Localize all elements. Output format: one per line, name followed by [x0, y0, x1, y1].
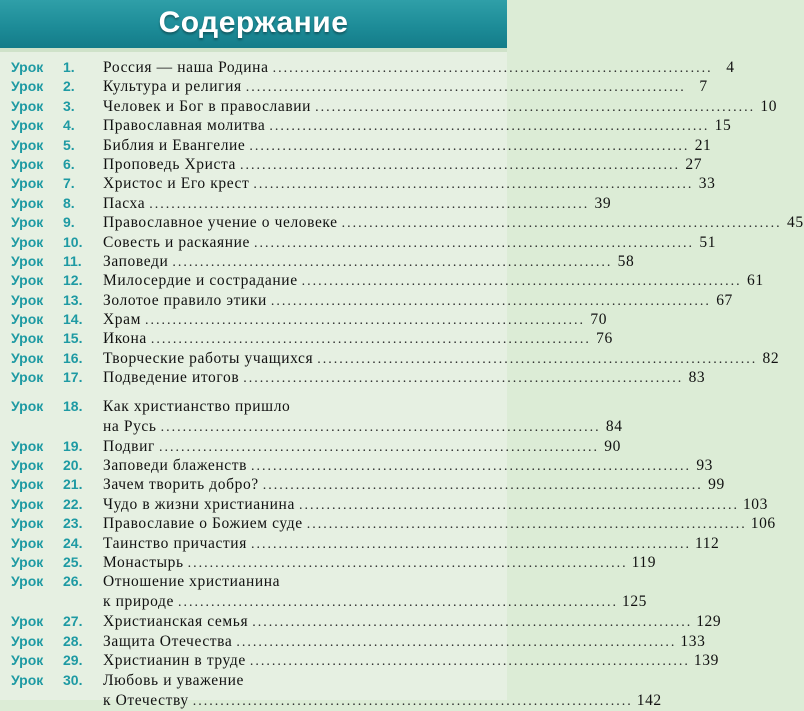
entry-title-line	[103, 252, 635, 271]
lesson-num: 24.	[63, 534, 83, 551]
page-number: 103	[742, 495, 768, 513]
entry-title-line	[103, 155, 703, 174]
entry-title-line	[103, 437, 621, 456]
entry-title: Чудо в жизни христианина	[103, 495, 295, 513]
dot-leader: ................................................................................	[251, 459, 692, 475]
page-number: 112	[694, 534, 720, 552]
entry-title: Христианин в труде	[103, 652, 246, 670]
lesson-num: 7.	[63, 175, 75, 192]
entry-title-line	[103, 77, 708, 96]
page-number: 61	[746, 272, 764, 290]
lesson-number	[11, 252, 82, 271]
entry-title-line	[103, 495, 768, 514]
entry-title-line	[103, 213, 804, 232]
lesson-label: Урок	[11, 330, 44, 347]
page-number: 4	[726, 59, 735, 76]
entry-title-line	[103, 612, 722, 631]
lesson-number	[11, 194, 75, 213]
entry-title-line	[103, 116, 732, 135]
lesson-number	[11, 116, 75, 135]
entry-title: Милосердие и сострадание	[103, 272, 298, 290]
entry-title: Храм	[103, 311, 142, 329]
page-number: 129	[696, 613, 722, 631]
toc-entry[interactable]	[0, 437, 621, 456]
entry-title: Совесть и раскаяние	[103, 233, 251, 251]
page-title: Содержание	[158, 6, 349, 39]
dot-leader: ................................................................................	[172, 254, 613, 270]
lesson-num: 13.	[63, 291, 83, 308]
entry-title: Православие о Божием суде	[103, 515, 303, 533]
toc-entry[interactable]	[0, 553, 657, 572]
lesson-num: 25.	[63, 553, 83, 570]
lesson-number	[11, 612, 82, 631]
dot-leader: ................................................................................	[306, 517, 747, 533]
lesson-number	[11, 349, 82, 368]
dot-leader: ................................................................................	[341, 216, 782, 232]
lesson-num: 28.	[63, 632, 83, 649]
lesson-number	[11, 397, 82, 416]
lesson-number	[11, 437, 82, 456]
lesson-label: Урок	[11, 632, 44, 649]
page-number: 7	[699, 78, 708, 96]
toc-entry[interactable]	[0, 233, 717, 252]
toc-entry[interactable]	[0, 632, 706, 651]
lesson-label: Урок	[11, 97, 44, 114]
dot-leader: ................................................................................	[158, 439, 599, 455]
header-divider	[0, 48, 507, 52]
lesson-num: 20.	[63, 457, 83, 474]
page-number: 125	[621, 593, 648, 611]
lesson-label: Урок	[11, 349, 44, 366]
lesson-label: Урок	[11, 155, 44, 172]
entry-title: Заповеди	[103, 252, 169, 270]
page-number: 67	[716, 291, 733, 309]
entry-title-line	[103, 349, 780, 368]
entry-title-line	[103, 456, 714, 475]
page-number: 82	[762, 349, 780, 367]
lesson-num: 16.	[63, 349, 83, 366]
lesson-label: Урок	[11, 136, 44, 153]
entry-title-line	[103, 233, 717, 252]
toc-entry[interactable]	[0, 456, 714, 475]
dot-leader: ................................................................................	[272, 61, 713, 76]
lesson-number	[11, 572, 82, 591]
lesson-number	[11, 213, 75, 232]
page-number: 33	[698, 175, 716, 193]
lesson-label: Урок	[11, 59, 44, 75]
lesson-label: Урок	[11, 272, 44, 289]
dot-leader: ................................................................................	[240, 157, 681, 173]
lesson-number	[11, 155, 75, 174]
lesson-label: Урок	[11, 291, 44, 308]
toc-entry[interactable]	[0, 397, 623, 437]
toc-entry[interactable]	[0, 651, 719, 670]
lesson-label: Урок	[11, 369, 44, 386]
entry-title: Человек и Бог в православии	[103, 97, 312, 115]
dot-leader: ................................................................................	[192, 693, 633, 709]
lesson-num: 5.	[63, 136, 75, 153]
lesson-number	[11, 495, 82, 514]
entry-title-line	[103, 417, 623, 436]
lesson-label: Урок	[11, 652, 44, 669]
lesson-num: 12.	[63, 272, 83, 289]
lesson-label: Урок	[11, 573, 44, 590]
entry-title-line	[103, 475, 725, 494]
dot-leader: ................................................................................	[187, 555, 628, 571]
entry-title-line	[103, 671, 485, 690]
dot-leader: ................................................................................	[270, 293, 711, 309]
lesson-number	[11, 632, 82, 651]
page-number: 93	[696, 457, 714, 475]
entry-title-line	[103, 174, 716, 193]
page-number: 27	[685, 155, 703, 173]
entry-title: Отношение христианина	[103, 573, 281, 591]
dot-leader: ................................................................................	[149, 196, 590, 212]
lesson-num: 9.	[63, 214, 75, 231]
entry-title-line	[103, 97, 778, 116]
page-number: 119	[631, 553, 657, 571]
toc-entry[interactable]	[0, 252, 635, 271]
dot-leader: ................................................................................	[262, 478, 703, 494]
page-number: 51	[699, 233, 717, 251]
lesson-number	[11, 534, 82, 553]
entry-title: Пасха	[103, 194, 146, 212]
entry-title: Библия и Евангелие	[103, 136, 246, 154]
dot-leader: ................................................................................	[301, 274, 742, 290]
dot-leader: ................................................................................	[254, 235, 695, 251]
entry-title-line	[103, 136, 712, 155]
toc-entry[interactable]	[0, 213, 804, 232]
lesson-num: 17.	[63, 369, 83, 386]
entry-title-line	[103, 291, 733, 310]
lesson-num: 22.	[63, 495, 83, 512]
entry-title: Проповедь Христа	[103, 155, 237, 173]
lesson-label: Урок	[11, 534, 44, 551]
entry-title: Православное учение о человеке	[103, 214, 338, 232]
lesson-num: 19.	[63, 437, 83, 454]
lesson-num: 8.	[63, 194, 75, 211]
entry-title: Христос и Его крест	[103, 175, 250, 193]
page-number: 133	[680, 632, 706, 650]
lesson-number	[11, 136, 75, 155]
lesson-number	[11, 514, 82, 533]
entry-title: на Русь	[103, 417, 157, 435]
entry-title: Православная молитва	[103, 117, 266, 135]
entry-title-line	[103, 632, 706, 651]
entry-title: к природе	[103, 593, 174, 611]
lesson-num: 30.	[63, 671, 83, 688]
lesson-num: 26.	[63, 573, 83, 590]
dot-leader: ................................................................................	[177, 595, 618, 611]
lesson-label: Урок	[11, 175, 44, 192]
lesson-label: Урок	[11, 495, 44, 512]
lesson-number	[11, 174, 75, 193]
dot-leader: ................................................................................	[150, 332, 591, 348]
lesson-number	[11, 671, 82, 690]
header-banner	[0, 0, 507, 50]
toc-entry[interactable]	[0, 495, 768, 514]
page-number: 15	[714, 117, 732, 135]
lesson-label: Урок	[11, 78, 44, 95]
page-number: 10	[760, 97, 778, 115]
entry-title: Творческие работы учащихся	[103, 349, 314, 367]
entry-title-line	[103, 271, 764, 290]
toc-entry[interactable]	[0, 77, 708, 96]
entry-title: Монастырь	[103, 553, 184, 571]
toc-entry[interactable]	[0, 572, 648, 612]
dot-leader: ................................................................................	[243, 371, 684, 387]
entry-title-line	[103, 534, 720, 553]
lesson-number	[11, 291, 82, 310]
lesson-num: 27.	[63, 613, 83, 630]
toc-entry[interactable]	[0, 58, 735, 77]
lesson-label: Урок	[11, 671, 44, 688]
lesson-num: 23.	[63, 515, 83, 532]
lesson-number	[11, 475, 82, 494]
toc-entry[interactable]	[0, 368, 706, 387]
entry-title: Подвиг	[103, 437, 155, 455]
toc-entry[interactable]	[0, 671, 662, 711]
lesson-number	[11, 329, 82, 348]
toc-entry[interactable]	[0, 514, 776, 533]
toc-entry[interactable]	[0, 155, 703, 174]
dot-leader: ................................................................................	[160, 419, 601, 435]
entry-title-line	[103, 58, 735, 77]
lesson-label: Урок	[11, 233, 44, 250]
page-number: 99	[708, 476, 725, 494]
lesson-number	[11, 58, 75, 77]
lesson-number	[11, 553, 82, 572]
toc-entry[interactable]	[0, 310, 608, 329]
dot-leader: ................................................................................	[145, 313, 586, 329]
dot-leader: ................................................................................	[236, 634, 677, 650]
entry-title-line	[103, 592, 648, 611]
dot-leader: ................................................................................	[250, 536, 691, 552]
page-number: 58	[617, 252, 635, 270]
entry-title-line	[103, 368, 706, 387]
lesson-label: Урок	[11, 397, 44, 414]
dot-leader: ................................................................................	[249, 138, 690, 154]
page-number: 39	[594, 194, 612, 212]
toc-entry[interactable]	[0, 349, 780, 368]
lesson-label: Урок	[11, 252, 44, 269]
lesson-label: Урок	[11, 214, 44, 231]
page-number: 70	[590, 311, 608, 329]
lesson-label: Урок	[11, 553, 44, 570]
entry-title-line	[103, 651, 719, 670]
lesson-num: 29.	[63, 652, 83, 669]
lesson-num: 11.	[63, 252, 82, 269]
toc-entry[interactable]	[0, 271, 764, 290]
lesson-label: Урок	[11, 515, 44, 532]
page-number: 142	[636, 691, 662, 709]
entry-title-line	[103, 572, 485, 591]
page-number: 106	[750, 515, 776, 533]
lesson-num: 14.	[63, 311, 83, 328]
entry-title: Христианская семья	[103, 613, 249, 631]
entry-title: Любовь и уважение	[103, 671, 244, 689]
toc-entry[interactable]	[0, 291, 733, 310]
entry-title-line	[103, 514, 776, 533]
toc-entry[interactable]	[0, 475, 725, 494]
entry-title: Таинство причастия	[103, 534, 247, 552]
dot-leader: ................................................................................	[317, 351, 758, 367]
entry-title: Зачем творить добро?	[103, 476, 259, 494]
lesson-num: 4.	[63, 117, 75, 134]
toc-entry[interactable]	[0, 534, 720, 553]
dot-leader: ................................................................................	[253, 177, 694, 193]
page-number: 76	[596, 330, 613, 348]
lesson-number	[11, 310, 82, 329]
lesson-label: Урок	[11, 117, 44, 134]
lesson-label: Урок	[11, 476, 44, 493]
lesson-label: Урок	[11, 457, 44, 474]
lesson-num: 18.	[63, 397, 83, 414]
lesson-label: Урок	[11, 613, 44, 630]
lesson-number	[11, 233, 82, 252]
dot-leader: ................................................................................	[298, 497, 739, 513]
dot-leader: ................................................................................	[245, 80, 686, 96]
page-number: 83	[688, 369, 706, 387]
lesson-label: Урок	[11, 437, 44, 454]
page-number: 21	[694, 136, 712, 154]
lesson-number	[11, 456, 82, 475]
lesson-number	[11, 651, 82, 670]
lesson-num: 3.	[63, 97, 75, 114]
lesson-label: Урок	[11, 194, 44, 211]
lesson-num: 21.	[63, 476, 83, 493]
lesson-number	[11, 97, 75, 116]
entry-title-line	[103, 194, 612, 213]
lesson-number	[11, 271, 82, 290]
entry-title: Защита Отечества	[103, 632, 233, 650]
page-number: 84	[605, 417, 623, 435]
lesson-num: 15.	[63, 330, 83, 347]
dot-leader: ................................................................................	[315, 99, 756, 115]
entry-title: Золотое правило этики	[103, 291, 267, 309]
entry-title: к Отечеству	[103, 691, 189, 709]
toc-entry[interactable]	[0, 97, 778, 116]
entry-title-line	[103, 691, 662, 710]
entry-title: Россия — наша Родина	[103, 59, 269, 76]
entry-title-line	[103, 553, 657, 572]
entry-title: Как христианство пришло	[103, 397, 291, 415]
lesson-number	[11, 77, 75, 96]
entry-title-line	[103, 329, 613, 348]
entry-title: Культура и религия	[103, 78, 242, 96]
entry-title-line	[103, 310, 608, 329]
dot-leader: ................................................................................	[252, 615, 693, 631]
toc-entry[interactable]	[0, 136, 712, 155]
page-number: 139	[693, 652, 719, 670]
lesson-num: 1.	[63, 59, 75, 75]
toc-entry[interactable]	[0, 194, 612, 213]
entry-title: Заповеди блаженств	[103, 457, 248, 475]
lesson-num: 2.	[63, 78, 75, 95]
entry-title: Подведение итогов	[103, 369, 240, 387]
entry-title-line	[103, 397, 485, 416]
page-number: 90	[604, 437, 621, 455]
page-number: 45	[786, 214, 804, 232]
lesson-label: Урок	[11, 311, 44, 328]
dot-leader: ................................................................................	[249, 654, 690, 670]
entry-title: Икона	[103, 330, 147, 348]
lesson-number	[11, 368, 82, 387]
toc-entry[interactable]	[0, 174, 716, 193]
table-of-contents	[0, 58, 804, 711]
lesson-num: 6.	[63, 155, 75, 172]
toc-entry[interactable]	[0, 116, 732, 135]
toc-entry[interactable]	[0, 612, 722, 631]
toc-entry[interactable]	[0, 329, 613, 348]
lesson-num: 10.	[63, 233, 83, 250]
dot-leader: ................................................................................	[269, 119, 710, 135]
